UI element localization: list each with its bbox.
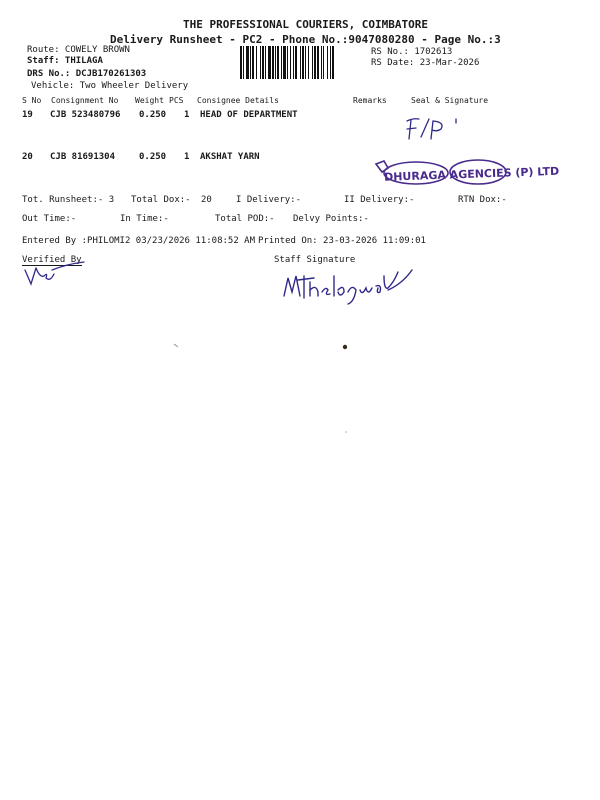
table-row-consignee: AKSHAT YARN	[200, 152, 260, 162]
barcode-bar	[308, 46, 309, 79]
col-header-weight: Weight	[135, 96, 164, 105]
total-dox-value: 20	[201, 195, 212, 205]
table-row-consignment: CJB 523480796	[50, 110, 121, 120]
runsheet-subtitle: Delivery Runsheet - PC2 - Phone No.:9047080280 - Page No.:3	[110, 33, 501, 46]
rs-number: RS No.: 1702613	[371, 47, 453, 57]
col-header-seal: Seal & Signature	[411, 96, 489, 105]
barcode-bar	[300, 46, 301, 79]
stamp-graphic	[374, 158, 559, 188]
total-dox-label: Total Dox:-	[131, 195, 191, 205]
barcode-bar	[330, 46, 331, 79]
barcode-bar	[246, 46, 249, 79]
col-header-consignee: Consignee Details	[197, 96, 279, 105]
col-header-consignment: Consignment No	[51, 96, 119, 105]
delvy-points: Delvy Points:-	[293, 214, 369, 224]
col-header-remarks: Remarks	[353, 96, 387, 105]
barcode-bar	[287, 46, 288, 79]
barcode-bar	[262, 46, 264, 79]
barcode-bar	[302, 46, 304, 79]
barcode-bar	[283, 46, 286, 79]
ii-delivery: II Delivery:-	[344, 195, 415, 205]
in-time: In Time:-	[120, 214, 169, 224]
staff-signature-label: Staff Signature	[274, 255, 356, 265]
table-row-consignee: HEAD OF DEPARTMENT	[200, 110, 298, 120]
tot-runsheet: Tot. Runsheet:- 3	[22, 195, 115, 205]
i-delivery: I Delivery:-	[236, 195, 302, 205]
barcode-bar	[323, 46, 324, 79]
handwritten-fp-remark	[405, 115, 465, 143]
rs-date: RS Date: 23-Mar-2026	[371, 58, 480, 68]
vehicle-label: Vehicle: Two Wheeler Delivery	[31, 81, 189, 91]
table-row-pcs: 1	[184, 110, 190, 120]
table-row-sno: 19	[22, 110, 33, 120]
barcode-bar	[252, 46, 254, 79]
printed-on: Printed On: 23-03-2026 11:09:01	[258, 236, 426, 246]
barcode-bar	[243, 46, 244, 79]
rtn-dox: RTN Dox:-	[458, 195, 507, 205]
barcode-bar	[314, 46, 316, 79]
table-row-weight: 0.250	[139, 152, 167, 162]
barcode-bar	[240, 46, 242, 79]
entered-by: Entered By :PHILOMI2 03/23/2026 11:08:52 AM	[22, 236, 255, 246]
col-header-sno: S No	[22, 96, 42, 105]
out-time: Out Time:-	[22, 214, 77, 224]
barcode-bar	[290, 46, 291, 79]
barcode-bar	[305, 46, 306, 79]
barcode-bar	[293, 46, 294, 79]
table-row-sno: 20	[22, 152, 33, 162]
staff-label: Staff: THILAGA	[27, 56, 103, 66]
staff-signature	[278, 262, 418, 308]
barcode-image	[240, 46, 368, 79]
col-header-pcs: PCS	[169, 96, 184, 105]
barcode-bar	[317, 46, 319, 79]
total-pod: Total POD:-	[215, 214, 275, 224]
company-stamp	[374, 158, 559, 192]
verified-by-label: Verified By	[22, 255, 82, 265]
barcode-bar	[327, 46, 328, 79]
scan-specks	[170, 340, 370, 440]
barcode-bar	[272, 46, 274, 79]
barcode-bar	[321, 46, 322, 79]
table-row-consignment: CJB 81691304	[50, 152, 116, 162]
barcode-bar	[275, 46, 276, 79]
barcode-bar	[312, 46, 313, 79]
table-row-pcs: 1	[184, 152, 190, 162]
barcode-bar	[295, 46, 297, 79]
company-title: THE PROFESSIONAL COURIERS, COIMBATORE	[183, 18, 429, 31]
stamp-text: DHURAGA AGENCIES (P) LTD	[383, 164, 560, 184]
barcode-bar	[277, 46, 279, 79]
barcode-bar	[281, 46, 282, 79]
barcode-bar	[265, 46, 266, 79]
barcode-bar	[268, 46, 271, 79]
route-label: Route: COWELY BROWN	[27, 45, 130, 55]
drs-number: DRS No.: DCJB170261303	[27, 69, 147, 79]
barcode-bar	[256, 46, 257, 79]
table-row-weight: 0.250	[139, 110, 167, 120]
barcode-bar	[332, 46, 334, 79]
verified-by-signature	[22, 258, 92, 290]
barcode-bar	[260, 46, 261, 79]
barcode-bar	[250, 46, 251, 79]
